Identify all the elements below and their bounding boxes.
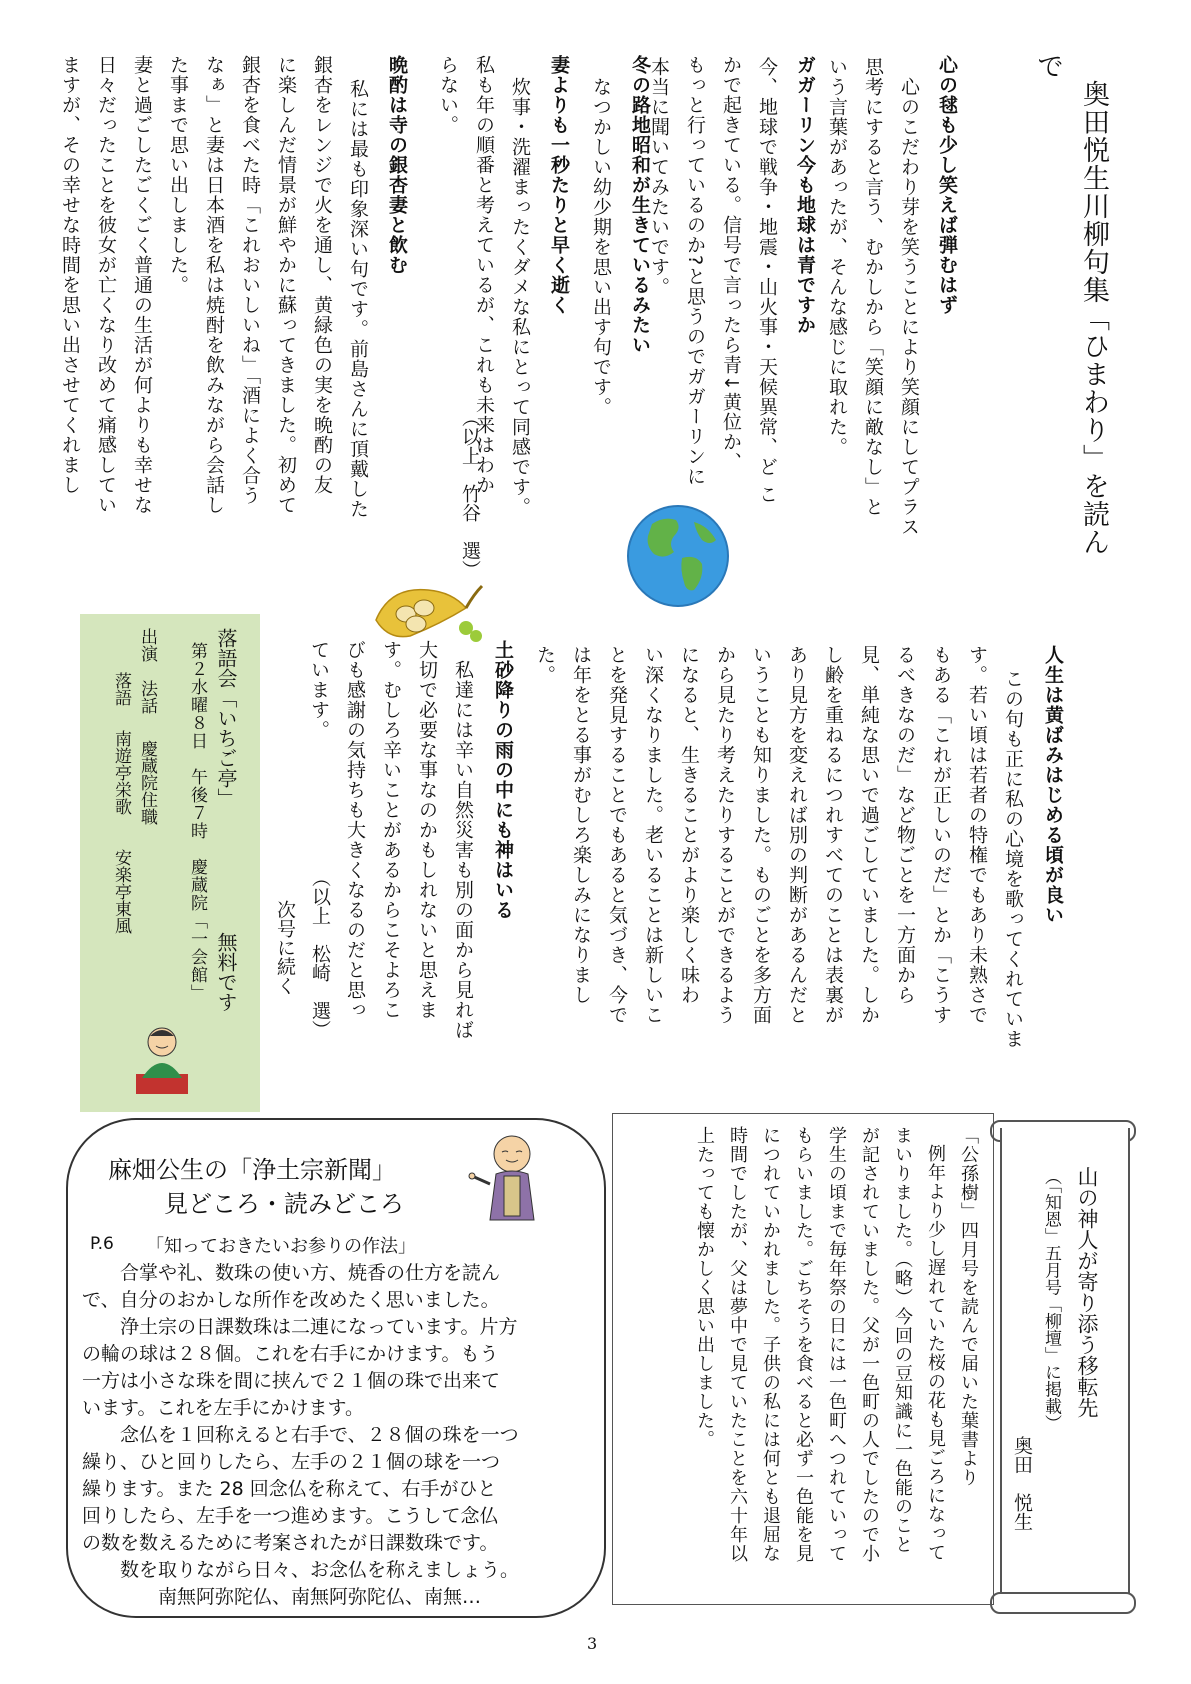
haiku-heading: 妻よりも一秒たりと早く逝く	[548, 55, 570, 315]
haiku-heading: 晩酌は寺の銀杏妻と飲む	[386, 55, 408, 275]
rakugo-houwa-label: 法話	[137, 680, 157, 714]
text-line: 繰ります。また 28 回念仏を称えて、右手がひと	[82, 1478, 497, 1500]
text-line: 数を取りながら日々、お念仏を称えましょう。	[120, 1559, 520, 1581]
text-line: 私も年の順番と考えているが、これも未来はわか	[473, 55, 495, 495]
text-line: 思考にすると言う、むかしから「笑顔に敵なし」と	[862, 57, 884, 517]
text-line: 妻と過ごしたごくごく普通の生活が何よりも幸せな	[131, 55, 153, 515]
text-line: た事まで思い出しました。	[167, 55, 189, 295]
selector-signature: （以上 竹谷 選）	[459, 408, 481, 579]
text-line: は年をとる事がむしろ楽しみになりまし	[570, 645, 592, 1005]
text-line: まいりました。（略）今回の豆知識に一色能のこと	[892, 1126, 913, 1554]
text-line: るべきなのだ」など物ごとを一方面から	[894, 645, 916, 1005]
text-line: もっと行っているのか?と思うのでガガーリンに	[684, 55, 706, 487]
text-line: す。若い頃は若者の特権でもあり未熟さで	[966, 645, 988, 1025]
text-line: が記されていました。父が一色町の人でしたので小	[859, 1126, 880, 1563]
text-line: 「公孫樹」四月号を読んで届いた葉書より	[958, 1126, 979, 1487]
text-line: ています。	[308, 640, 330, 740]
continued-note: 次号に続く	[274, 900, 296, 995]
text-line: ますが、その幸せな時間を思い出させてくれまし	[59, 55, 81, 495]
text-line: もらいました。ごちそうを食べると必ず一色能を見	[793, 1126, 814, 1563]
rakugo-performer-icon	[132, 1018, 192, 1098]
text-line: かで起きている。信号で言ったら青↓黄位か、	[720, 55, 742, 472]
text-line: あり見方を変えれば別の判断があるんだと	[786, 645, 808, 1025]
rakugo-cast-label: 出演	[137, 628, 157, 662]
text-line: で、自分のおかしな所作を改めたく思いました。	[82, 1289, 500, 1311]
rakugo-houwa: 慶蔵院住職	[137, 740, 157, 825]
page-number: 3	[587, 1634, 598, 1653]
newspaper-review	[66, 1118, 606, 1618]
text-line: 心のこだわり芽を笑うことにより笑顔にしてプラス	[898, 77, 920, 537]
monk-icon	[466, 1128, 552, 1222]
news-body	[82, 1260, 519, 1611]
text-line: 見、単純な思いで過ごしていました。しか	[858, 645, 880, 1025]
text-line: います。これを左手にかけます。	[82, 1397, 364, 1419]
rakugo-free: 無料です	[214, 932, 238, 1012]
text-line: 南無阿弥陀仏、南無阿弥陀仏、南無…	[158, 1586, 482, 1608]
text-line: いう言葉があったが、そんな感じに取れた。	[826, 57, 848, 457]
text-line: に楽しんだ情景が鮮やかに蘇ってきました。初めて	[275, 55, 297, 515]
text-line: 回りしたら、左手を一つ進めます。こうして念仏	[82, 1505, 499, 1527]
text-line: 繰り、ひと回りしたら、左手の２１個の球を一つ	[82, 1451, 501, 1473]
text-line: 合掌や礼、数珠の使い方、焼香の仕方を読ん	[120, 1262, 501, 1284]
rakugo-announcement	[80, 614, 260, 1112]
text-line: 大切で必要な事なのかもしれないと思えま	[416, 640, 438, 1020]
section-1	[819, 55, 967, 595]
text-line: 銀杏を食べた時「これおいしいね」「酒によく合う	[239, 55, 261, 506]
rakugo-performers: 南遊亭栄歌 安楽亭東風	[111, 730, 131, 934]
news-page-label: P.6	[90, 1234, 114, 1254]
text-line: から見たり考えたりすることができるよう	[714, 645, 736, 1025]
text-line: 上たっても懐かしく思い出しました。	[694, 1126, 715, 1449]
text-line: いうことも知りました。ものごとを多方面	[750, 645, 772, 1025]
text-line: とを発見することでもあると気づき、今で	[606, 645, 628, 1025]
text-line: た。	[534, 645, 556, 685]
text-line: なぁ」と妻は日本酒を私は焼酎を飲みながら会話し	[203, 55, 225, 515]
text-line: 念仏を１回称えると右手で、２８個の珠を一つ	[120, 1424, 519, 1446]
haiku-heading: 心の毬も少し笑えば弾むはず	[936, 55, 958, 315]
scroll-poem	[1000, 1128, 1130, 1606]
text-line: 私には最も印象深い句です。前島さんに頂戴した	[347, 79, 369, 519]
text-line: らない。	[437, 55, 459, 135]
text-line: になると、生きることがより楽しく味わ	[678, 645, 700, 1005]
globe-icon	[624, 502, 732, 610]
text-line: の数を数えるために考案されたが日課数珠です。	[82, 1532, 499, 1554]
rakugo-rakugo-label: 落語	[111, 672, 131, 706]
text-line: す。むしろ辛いことがあるからこそよろこ	[380, 640, 402, 1020]
text-line: なつかしい幼少期を思い出す句です。	[590, 77, 612, 417]
text-line: 一方は小さな珠を間に挟んで２１個の珠で出来て	[82, 1370, 501, 1392]
rakugo-schedule: 第２水曜８日 午後７時 慶蔵院「一会館」	[187, 642, 207, 1002]
text-line: 私達には辛い自然災害も別の面から見れば	[452, 660, 474, 1040]
rakugo-title: 落語会「いちご亭」	[214, 628, 238, 808]
section-7	[301, 640, 525, 1110]
news-title: 麻畑公生の「浄土宗新聞」	[108, 1156, 396, 1184]
selector-signature: （以上 松崎 選）	[309, 868, 331, 1039]
text-line: い深くなりました。老いることは新しいこ	[642, 645, 664, 1025]
text-line: もある「これが正しいのだ」とか「こうす	[930, 645, 952, 1025]
postcard-text	[688, 1126, 985, 1596]
text-line: 炊事・洗濯まったくダメな私にとって同感です。	[509, 77, 531, 517]
text-line: 例年より少し遅れていた桜の花も見ごろになって	[925, 1144, 946, 1562]
haiku-heading: ガガーリン今も地球は青ですか	[794, 55, 816, 335]
text-line: 今、地球で戦争・地震・山火事・天候異常、ど こ	[756, 57, 778, 505]
text-line: の輪の球は２８個。これを右手にかけます。もう	[82, 1343, 499, 1365]
section-5	[52, 55, 418, 575]
book-title-cont: で	[1032, 52, 1063, 79]
postcard-box	[612, 1113, 994, 1605]
scroll-author: 奥田 悦生	[1011, 1436, 1033, 1531]
text-line: 浄土宗の日課数珠は二連になっています。片方	[120, 1316, 518, 1338]
text-line: 学生の頃まで毎年祭の日には一色町へつれていって	[826, 1126, 847, 1563]
section-4	[430, 55, 580, 595]
haiku-heading: 人生は黄ばみはじめる頃が良い	[1042, 645, 1064, 925]
haiku-heading: 冬の路地昭和が生きているみたい	[629, 55, 651, 355]
text-line: 銀杏をレンジで火を通し、黄緑色の実を晩酌の友	[311, 55, 333, 495]
scroll-title: 山の神人が寄り添う移転先	[1075, 1166, 1099, 1418]
news-article-title: 「知っておきたいお参りの作法」	[146, 1236, 416, 1257]
text-line: につれていかれました。子供の私には何とも退屈な	[760, 1126, 781, 1563]
text-line: し齢を重ねるにつれすべてのことは表裏が	[822, 645, 844, 1025]
scroll-source: （「知恩」五月号「柳壇」に掲載）	[1041, 1168, 1061, 1432]
text-line: 時間でしたが、父は夢中で見ていたことを六十年以	[727, 1126, 748, 1563]
scroll-roll-bottom	[990, 1592, 1136, 1614]
text-line: 本当に聞いてみたいです。	[648, 57, 670, 297]
text-line: 日々だったことを彼女が亡くなり改めて痛感してい	[95, 55, 117, 515]
haiku-heading: 土砂降りの雨の中にも神はいる	[492, 640, 514, 920]
text-line: この句も正に私の心境を歌ってくれていま	[1002, 669, 1024, 1049]
text-line: びも感謝の気持ちも大きくなるのだと思っ	[344, 640, 366, 1020]
section-6	[527, 645, 1075, 1125]
book-title: 奥田悦生川柳句集「ひまわり」を読ん	[1078, 80, 1109, 556]
news-subtitle: 見どころ・読みどころ	[164, 1190, 404, 1218]
